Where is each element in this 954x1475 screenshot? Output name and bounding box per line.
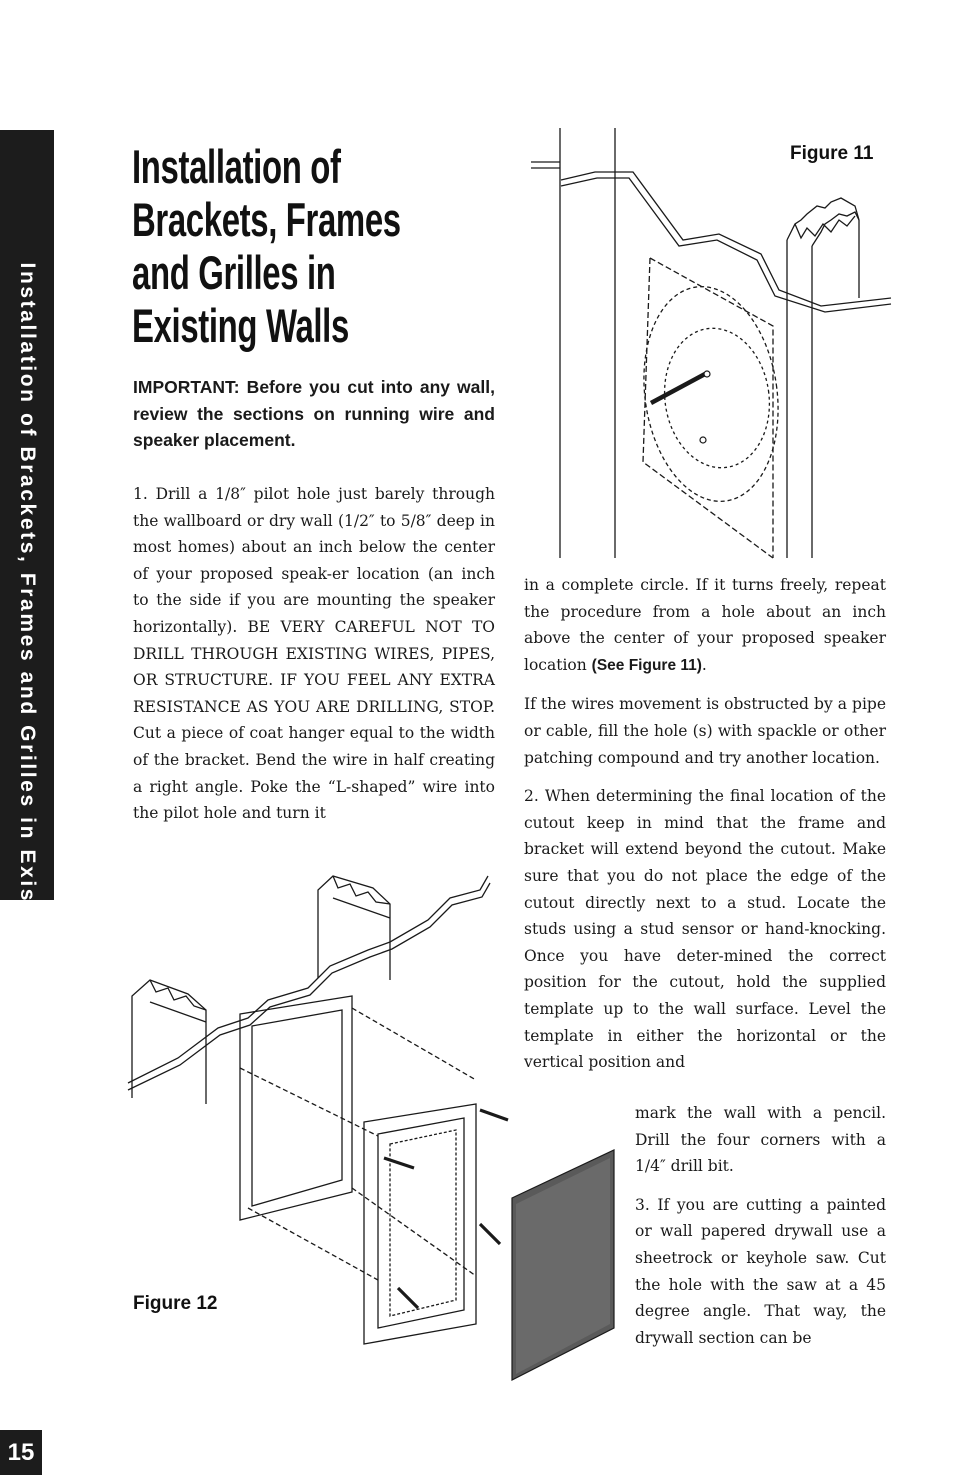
figure11-reference: (See Figure 11) xyxy=(591,656,702,674)
obstructed-paragraph: If the wires movement is obstructed by a pipe or cable, fill the hole (s) with spackle or other patching compound and try another location. xyxy=(524,695,886,767)
page-title xyxy=(132,140,401,352)
title-line-3: and Grilles in xyxy=(132,246,336,299)
step2-continued: mark the wall with a pencil. Drill the four corners with a 1/4″ drill bit. xyxy=(635,1104,886,1176)
figure12-caption: Figure 12 xyxy=(133,1293,218,1314)
figure11-caption: Figure 11 xyxy=(790,143,874,164)
step3-paragraph: 3. If you are cutting a painted or wall papered drywall use a sheetrock or keyhole saw. Cut the hole with the saw at a 45 degree angle. That way, the drywall section can be xyxy=(635,1195,886,1347)
figure12-illustration xyxy=(128,868,618,1380)
title-line-4: Existing Walls xyxy=(132,299,349,352)
title-line-1: Installation of xyxy=(132,140,341,193)
side-tab xyxy=(0,130,54,1028)
narrow-column xyxy=(635,1100,886,1363)
step1-continued xyxy=(524,572,886,679)
step1-end: . xyxy=(701,655,707,674)
title-line-2: Brackets, Frames xyxy=(132,193,401,246)
figure11-illustration xyxy=(525,128,893,560)
step1-paragraph: 1. Drill a 1/8″ pilot hole just barely through the wallboard or dry wall (1/2″ to 5/8″ deep in most homes) about an inch below the center of your proposed speak-er location (an inch to the side if you are mounting the speaker horizontally). BE VERY CAREFUL NOT TO DRILL THROUGH EXISTING WIRES, PIPES, OR STRUCTURE. IF YOU FEEL ANY EXTRA RESISTANCE AS YOU ARE DRILLING, STOP. Cut a piece of coat hanger equal to the width of the bracket. Bend the wire in half creating a right angle. Poke the “L-shaped” wire into the pilot hole and turn it xyxy=(133,485,495,823)
left-column xyxy=(133,481,495,827)
step2-paragraph: 2. When determining the final location of the cutout keep in mind that the frame and bracket will extend beyond the cutout. Make sure that you do not place the edge of the cutout directly next to a stud. Locate the studs using a stud sensor or hand-knocking. Once you have deter-mined the correct position for the cutout, hold the supplied template up to the wall surface. Level the template in either the horizontal or the vertical position and xyxy=(524,787,886,1072)
step1-continued-text: in a complete circle. If it turns freely, repeat the procedure from a hole about an inch above the center of your proposed speaker location xyxy=(524,576,886,674)
page-number: 15 xyxy=(0,1430,42,1475)
important-note: IMPORTANT: Before you cut into any wall, review the sections on running wire and speaker placement. xyxy=(133,377,495,450)
side-tab-label: Installation of Brackets, Frames and Grilles in Existing Walls xyxy=(16,262,39,1028)
